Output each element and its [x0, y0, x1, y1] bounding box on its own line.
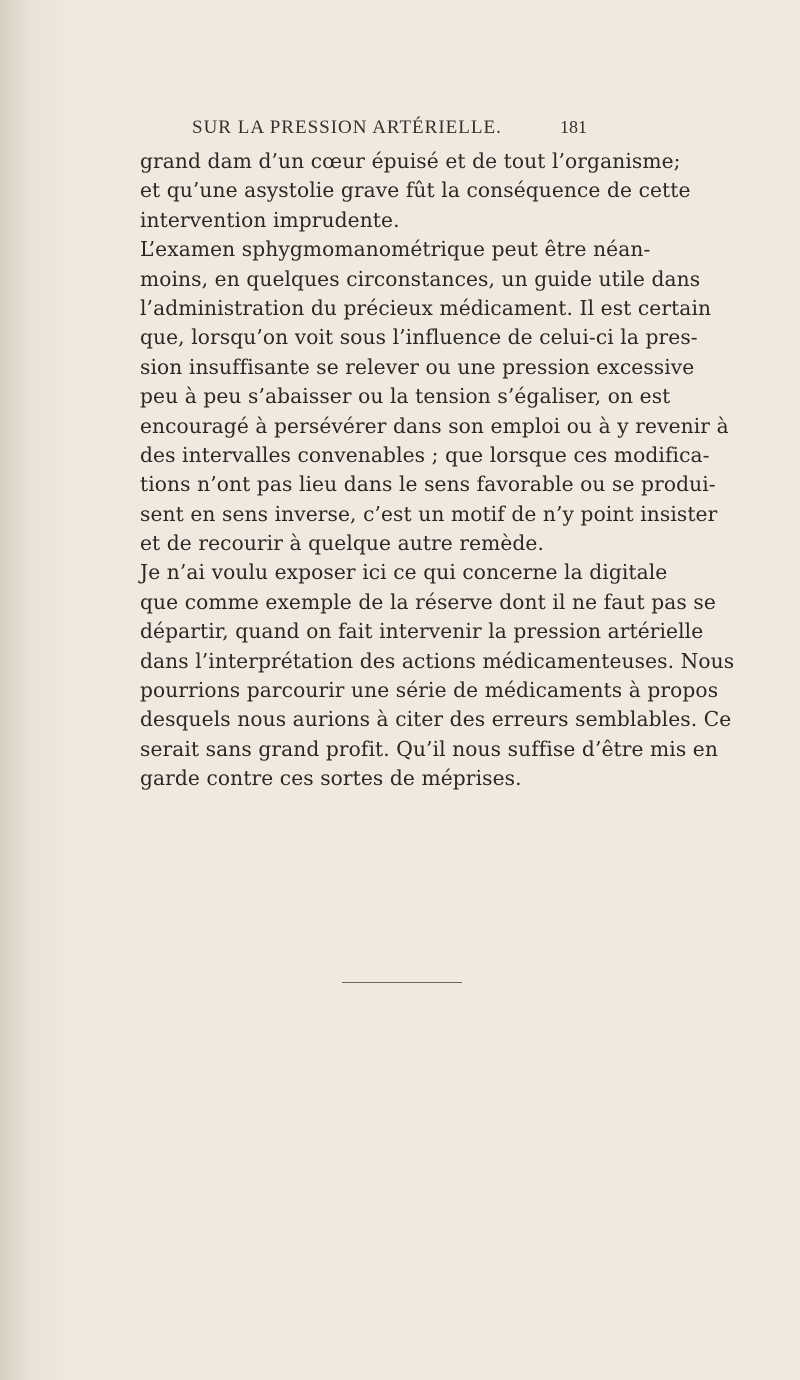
- text-line: des intervalles convenables ; que lorsque ces modifica-: [140, 442, 710, 467]
- text-line: grand dam d’un cœur épuisé et de tout l’organisme;: [140, 149, 681, 173]
- text-line: dans l’interprétation des actions médicamenteuses. Nous: [140, 648, 735, 673]
- text-line: Je n’ai voulu exposer ici ce qui concerne la digitale: [140, 560, 668, 585]
- text-line: que, lorsqu’on voit sous l’influence de celui-ci la pres-: [140, 325, 698, 350]
- text-line: et de recourir à quelque autre remède.: [140, 531, 545, 556]
- text-line: desquels nous aurions à citer des erreurs semblables. Ce: [140, 707, 732, 732]
- text-line: garde contre ces sortes de méprises.: [140, 766, 522, 791]
- text-line: départir, quand on fait intervenir la pression artérielle: [140, 619, 704, 644]
- text-line: peu à peu s’abaisser ou la tension s’égaliser, on est: [140, 384, 671, 409]
- text-line: l’administration du précieux médicament. Il est certain: [140, 295, 712, 320]
- text-line: pourrions parcourir une série de médicaments à propos: [140, 678, 719, 703]
- text-line: sent en sens inverse, c’est un motif de n’y point insister: [140, 501, 718, 526]
- running-head: [0, 115, 800, 145]
- text-line: tions n’ont pas lieu dans le sens favorable ou se produi-: [140, 472, 716, 497]
- text-line: sion insuffisante se relever ou une pression excessive: [140, 354, 695, 379]
- text-line: L’examen sphygmomanométrique peut être néan-: [140, 237, 651, 262]
- body-text: [140, 147, 735, 794]
- text-line: et qu’une asystolie grave fût la conséquence de cette: [140, 178, 691, 203]
- text-line: serait sans grand profit. Qu’il nous suffise d’être mis en: [140, 736, 718, 761]
- text-line: intervention imprudente.: [140, 207, 400, 232]
- running-title: SUR LA PRESSION ARTÉRIELLE.: [192, 117, 502, 138]
- text-line: encouragé à persévérer dans son emploi ou à y revenir à: [140, 413, 729, 438]
- text-line: moins, en quelques circonstances, un guide utile dans: [140, 266, 701, 291]
- text-line: que comme exemple de la réserve dont il ne faut pas se: [140, 589, 716, 614]
- end-rule: [342, 982, 462, 983]
- page-number: 181: [560, 117, 587, 137]
